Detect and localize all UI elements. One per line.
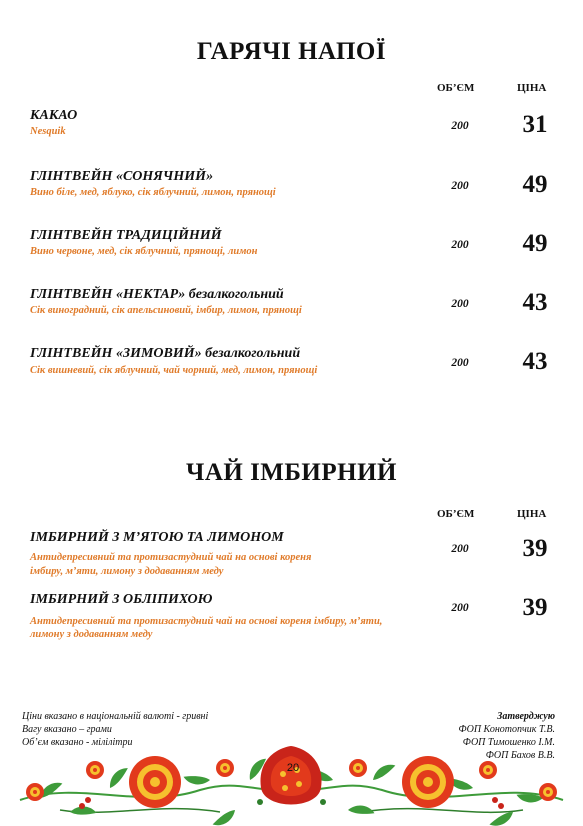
item-price: 31 bbox=[522, 111, 548, 138]
item-description: Вино червоне, мед, сік яблучний, прянощі, лимон bbox=[30, 246, 258, 257]
item-name: КАКАО bbox=[30, 108, 78, 123]
item-volume: 200 bbox=[451, 180, 469, 192]
item-description: Антидепресивний та протизастудний чай на основі кореня bbox=[30, 552, 312, 563]
section-title-ginger-tea: ЧАЙ ІМБИРНИЙ bbox=[185, 459, 397, 486]
item-price: 49 bbox=[522, 171, 548, 198]
item-price: 39 bbox=[522, 594, 548, 621]
item-name: ГЛІНТВЕЙН «НЕКТАР» безалкогольний bbox=[30, 287, 284, 302]
column-header-volume: ОБ’ЄМ bbox=[437, 508, 475, 520]
item-volume: 200 bbox=[451, 298, 469, 310]
item-name: ГЛІНТВЕЙН «СОНЯЧНИЙ» bbox=[30, 169, 214, 184]
item-description: Сік вишневий, сік яблучний, чай чорний, мед, лимон, прянощі bbox=[30, 365, 318, 376]
item-price: 43 bbox=[522, 348, 548, 375]
item-price: 39 bbox=[522, 535, 548, 562]
footer-note-weight: Вагу вказано – грами bbox=[22, 724, 112, 735]
item-volume: 200 bbox=[451, 357, 469, 369]
item-volume: 200 bbox=[451, 120, 469, 132]
approval-signer: ФОП Конотопчик Т.В. bbox=[458, 724, 555, 735]
item-name: ГЛІНТВЕЙН ТРАДИЦІЙНИЙ bbox=[30, 228, 222, 243]
item-volume: 200 bbox=[451, 239, 469, 251]
approval-signer: ФОП Тимошенко І.М. bbox=[462, 737, 555, 748]
approval-heading: Затверджую bbox=[497, 711, 555, 722]
item-volume: 200 bbox=[451, 543, 469, 555]
item-description: Nesquik bbox=[30, 126, 66, 137]
item-description: лимону з додаванням меду bbox=[30, 629, 153, 640]
page-number: 20 bbox=[286, 762, 300, 774]
footer-note-volume: Об’єм вказано - мілілітри bbox=[22, 737, 133, 748]
item-price: 49 bbox=[522, 230, 548, 257]
floral-ornament-icon bbox=[0, 740, 583, 826]
approval-signer: ФОП Бахов В.В. bbox=[485, 750, 555, 761]
column-header-price: ЦІНА bbox=[517, 508, 547, 520]
item-description: Сік виноградний, сік апельсиновий, імбир, лимон, прянощі bbox=[30, 305, 302, 316]
item-volume: 200 bbox=[451, 602, 469, 614]
item-name: ІМБИРНИЙ З ОБЛІПИХОЮ bbox=[30, 592, 213, 607]
item-price: 43 bbox=[522, 289, 548, 316]
item-description: Антидепресивний та протизастудний чай на основі кореня імбиру, м’яти, bbox=[30, 616, 383, 627]
footer-note-currency: Ціни вказано в національній валюті - гривні bbox=[22, 711, 209, 722]
item-name: ГЛІНТВЕЙН «ЗИМОВИЙ» безалкогольний bbox=[30, 346, 301, 361]
column-header-price: ЦІНА bbox=[517, 82, 547, 94]
item-description: імбиру, м’яти, лимону з додаванням меду bbox=[30, 566, 224, 577]
item-description: Вино біле, мед, яблуко, сік яблучний, лимон, прянощі bbox=[30, 187, 276, 198]
column-header-volume: ОБ’ЄМ bbox=[437, 82, 475, 94]
item-name: ІМБИРНИЙ З М’ЯТОЮ ТА ЛИМОНОМ bbox=[30, 530, 284, 545]
section-title-hot-drinks: ГАРЯЧІ НАПОЇ bbox=[196, 38, 387, 65]
